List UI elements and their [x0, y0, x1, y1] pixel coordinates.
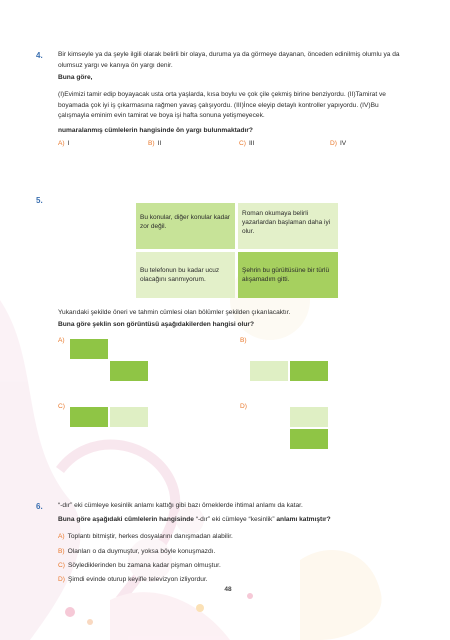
option-letter: C): [239, 140, 246, 147]
question-5-option-a-label[interactable]: A): [58, 337, 65, 344]
question-4-number: 4.: [36, 51, 43, 60]
option-text: Olanları o da duymuştur, yoksa böyle konuşmazdı.: [67, 548, 216, 555]
question-5-question: Buna göre şeklin son görüntüsü aşağıdakilerden hangisi olur?: [58, 321, 255, 328]
question-6-option-b[interactable]: [58, 548, 215, 555]
option-letter: A): [58, 140, 65, 147]
question-5-option-d-label[interactable]: D): [240, 403, 247, 410]
figure-box-top-right: Roman okumaya belirli yazarlardan başlaman daha iyi olur.: [238, 203, 338, 249]
option-text: Söylediklerinden bu zamana kadar pişman olmuştur.: [67, 562, 221, 569]
question-4-passage: (I)Evimizi tamir edip boyayacak usta orta yaşlarda, kısa boylu ve çok çile çekmiş birine benziyordu. (II)Tamirat ve boyamada çok iyi iş çıkarmasına rağmen yavaş çalışıyordu. (III)İnce eleyip detaylı kontroller yapıyordu. (IV)Bu çalışmayla eminim evin tamirat ve boya işi hafta sonuna yetişmeyecek.: [58, 91, 386, 119]
question-4-option-a[interactable]: [58, 140, 69, 147]
option-letter: D): [330, 140, 337, 147]
option-letter: B): [148, 140, 155, 147]
figure-box-bottom-right: Şehrin bu gürültüsüne bir türlü alışamadım gitti.: [238, 252, 338, 298]
option-letter: C): [58, 562, 65, 569]
option-a-bottom-right: [110, 361, 148, 381]
option-a-top-left: [70, 339, 108, 359]
option-c-top-right: [110, 407, 148, 427]
option-letter: D): [58, 576, 65, 583]
question-4-buna-gore: Buna göre,: [58, 74, 93, 81]
question-5-option-c-label[interactable]: C): [58, 403, 65, 410]
question-6-option-a[interactable]: [58, 533, 233, 540]
question-6-number: 6.: [36, 502, 43, 511]
question-6-question-post: anlamı katmıştır?: [274, 516, 331, 523]
option-text: I: [67, 140, 70, 147]
figure-box-top-left: Bu konular, diğer konular kadar zor değil.: [136, 203, 235, 249]
question-4-intro: Bir kimseyle ya da şeyle ilgili olarak belirli bir olaya, duruma ya da görmeye dayanan, önceden edinilmiş olumlu ya da olumsuz yargı ve kanıya ön yargı denir.: [58, 51, 400, 69]
question-6-question-mid: “-dır” eki cümleye “kesinlik”: [195, 516, 275, 523]
question-4-option-d[interactable]: [330, 140, 346, 147]
option-letter: A): [58, 533, 65, 540]
option-text: II: [157, 140, 162, 147]
question-6-question: [58, 515, 410, 526]
option-text: IV: [339, 140, 347, 147]
option-b-bottom-right: [290, 361, 328, 381]
question-4-question: numaralanmış cümlelerin hangisinde ön yargı bulunmaktadır?: [58, 127, 253, 134]
question-6-option-d[interactable]: [58, 576, 208, 583]
question-5-option-b-label[interactable]: B): [240, 337, 247, 344]
figure-box-bottom-left: Bu telefonun bu kadar ucuz olacağını sanmıyorum.: [136, 252, 235, 298]
question-6-question-pre: Buna göre aşağıdaki cümlelerin hangisinde: [58, 516, 196, 523]
option-d-top-right: [290, 407, 328, 427]
question-5-number: 5.: [36, 196, 43, 205]
option-b-bottom-left: [250, 361, 288, 381]
option-letter: B): [58, 548, 65, 555]
option-d-bottom-right: [290, 429, 328, 449]
page-number: 48: [224, 586, 232, 593]
question-6-intro: “-dır” eki cümleye kesinlik anlamı kattığı gibi bazı örneklerde ihtimal anlamı da katar.: [58, 502, 303, 509]
option-text: Toplantı bitmiştir, herkes dosyalarını danışmadan alabilir.: [67, 533, 233, 540]
question-6-option-c[interactable]: [58, 562, 221, 569]
option-c-top-left: [70, 407, 108, 427]
question-4-option-c[interactable]: [239, 140, 254, 147]
question-5-statement: Yukarıdaki şekilde öneri ve tahmin cümlesi olan bölümler şekilden çıkarılacaktır.: [58, 309, 291, 316]
question-4-option-b[interactable]: [148, 140, 161, 147]
option-text: Şimdi evinde oturup keyifle televizyon izliyordur.: [67, 576, 208, 583]
option-text: III: [248, 140, 255, 147]
